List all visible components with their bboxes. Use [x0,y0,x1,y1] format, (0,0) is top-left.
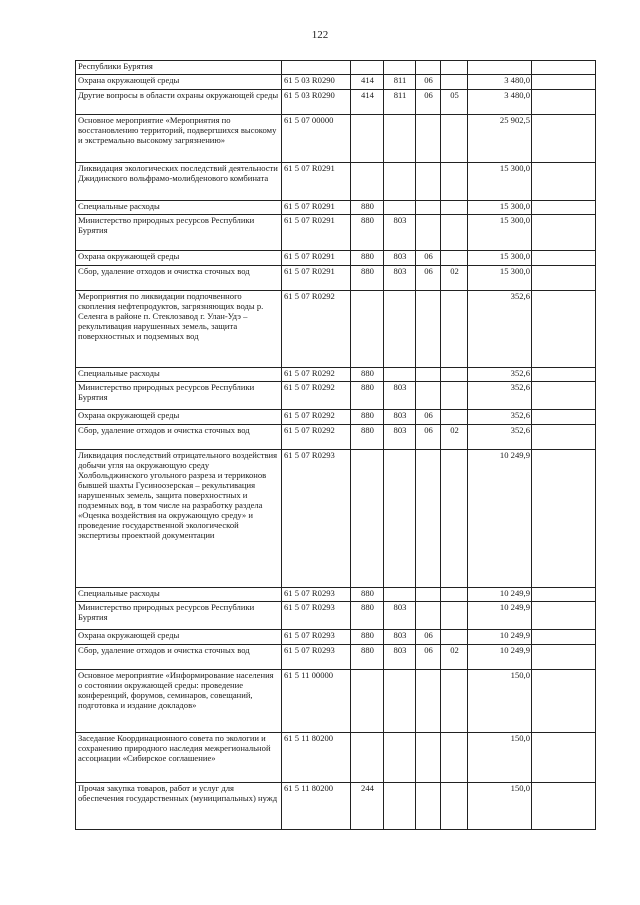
row-name-cell: Сбор, удаление отходов и очистка сточных вод [76,425,282,450]
subsection-code-cell [441,733,468,783]
blank-cell [532,201,596,215]
section-code-cell [416,450,441,588]
section-code-cell [416,215,441,251]
section-code-cell: 06 [416,75,441,90]
table-row [76,382,596,410]
expense-type-cell: 880 [351,368,384,382]
administrator-code-cell: 803 [384,382,416,410]
blank-cell [532,115,596,163]
blank-cell [532,382,596,410]
target-article-code-cell [282,61,351,75]
row-name-cell: Основное мероприятие «Информирование населения о состоянии окружающей среды: проведение конференций, форумов, семинаров, совещаний, подготовка и издание докладов» [76,670,282,733]
row-name-cell: Прочая закупка товаров, работ и услуг для обеспечения государственных (муниципальных) нужд [76,783,282,830]
table-row [76,291,596,368]
expense-type-cell: 880 [351,215,384,251]
target-article-code-cell: 61 5 07 R0291 [282,266,351,291]
row-name-cell: Сбор, удаление отходов и очистка сточных вод [76,645,282,670]
expense-type-cell: 880 [351,266,384,291]
blank-cell [532,266,596,291]
administrator-code-cell [384,450,416,588]
target-article-code-cell: 61 5 03 R0290 [282,90,351,115]
blank-cell [532,630,596,645]
amount-cell: 3 480,0 [468,75,532,90]
row-name-cell: Охрана окружающей среды [76,630,282,645]
table-row [76,630,596,645]
administrator-code-cell: 803 [384,645,416,670]
expense-type-cell [351,670,384,733]
amount-cell: 10 249,9 [468,602,532,630]
table-row [76,201,596,215]
target-article-code-cell: 61 5 07 R0291 [282,201,351,215]
row-name-cell: Министерство природных ресурсов Республики Бурятия [76,382,282,410]
target-article-code-cell: 61 5 07 R0291 [282,163,351,201]
expense-type-cell [351,163,384,201]
administrator-code-cell: 803 [384,410,416,425]
section-code-cell [416,291,441,368]
blank-cell [532,733,596,783]
amount-cell: 25 902,5 [468,115,532,163]
subsection-code-cell [441,201,468,215]
target-article-code-cell: 61 5 07 R0292 [282,410,351,425]
table-row [76,163,596,201]
expense-type-cell [351,291,384,368]
expense-type-cell [351,450,384,588]
blank-cell [532,588,596,602]
section-code-cell: 06 [416,630,441,645]
table-row [76,368,596,382]
table-row [76,61,596,75]
blank-cell [532,425,596,450]
blank-cell [532,61,596,75]
target-article-code-cell: 61 5 07 R0292 [282,425,351,450]
amount-cell: 10 249,9 [468,645,532,670]
blank-cell [532,291,596,368]
table-row [76,670,596,733]
amount-cell: 352,6 [468,291,532,368]
section-code-cell [416,368,441,382]
section-code-cell [416,201,441,215]
subsection-code-cell [441,75,468,90]
amount-cell: 352,6 [468,382,532,410]
administrator-code-cell: 811 [384,75,416,90]
subsection-code-cell [441,368,468,382]
row-name-cell: Специальные расходы [76,588,282,602]
administrator-code-cell [384,291,416,368]
expense-type-cell [351,61,384,75]
subsection-code-cell [441,602,468,630]
subsection-code-cell [441,382,468,410]
row-name-cell: Министерство природных ресурсов Республики Бурятия [76,215,282,251]
administrator-code-cell [384,783,416,830]
section-code-cell [416,382,441,410]
administrator-code-cell: 803 [384,425,416,450]
expense-type-cell: 880 [351,201,384,215]
expense-type-cell: 880 [351,630,384,645]
budget-table [75,60,596,830]
blank-cell [532,645,596,670]
table-row [76,783,596,830]
amount-cell: 15 300,0 [468,266,532,291]
expense-type-cell: 880 [351,588,384,602]
subsection-code-cell [441,670,468,733]
administrator-code-cell: 803 [384,630,416,645]
expense-type-cell: 880 [351,410,384,425]
subsection-code-cell: 05 [441,90,468,115]
row-name-cell: Основное мероприятие «Мероприятия по восстановлению территорий, подвергшихся высокому и экстремально высокому загрязнению» [76,115,282,163]
administrator-code-cell [384,368,416,382]
subsection-code-cell [441,61,468,75]
row-name-cell: Специальные расходы [76,368,282,382]
section-code-cell: 06 [416,90,441,115]
row-name-cell: Сбор, удаление отходов и очистка сточных вод [76,266,282,291]
subsection-code-cell [441,163,468,201]
page-number: 122 [311,29,329,41]
administrator-code-cell [384,115,416,163]
section-code-cell [416,602,441,630]
administrator-code-cell [384,733,416,783]
table-row [76,588,596,602]
expense-type-cell: 880 [351,251,384,266]
expense-type-cell: 414 [351,75,384,90]
section-code-cell [416,115,441,163]
table-row [76,645,596,670]
target-article-code-cell: 61 5 07 R0293 [282,588,351,602]
amount-cell: 352,6 [468,410,532,425]
target-article-code-cell: 61 5 07 R0291 [282,215,351,251]
expense-type-cell: 880 [351,425,384,450]
administrator-code-cell [384,201,416,215]
administrator-code-cell [384,670,416,733]
table-row [76,266,596,291]
row-name-cell: Заседание Координационного совета по экологии и сохранению природного наследия межрегиональной ассоциации «Сибирское соглашение» [76,733,282,783]
row-name-cell: Мероприятия по ликвидации подпочвенного скопления нефтепродуктов, загрязняющих воды р. Селенга в районе п. Стеклозавод г. Улан-Удэ – рекультивация нарушенных земель, защита поверхностных и подземных вод [76,291,282,368]
subsection-code-cell [441,783,468,830]
expense-type-cell [351,115,384,163]
row-name-cell: Ликвидация экологических последствий деятельности Джидинского вольфрамо-молибденового комбината [76,163,282,201]
administrator-code-cell [384,61,416,75]
table-row [76,115,596,163]
section-code-cell: 06 [416,266,441,291]
amount-cell: 150,0 [468,783,532,830]
section-code-cell [416,61,441,75]
target-article-code-cell: 61 5 07 R0293 [282,630,351,645]
blank-cell [532,783,596,830]
table-row [76,425,596,450]
blank-cell [532,602,596,630]
target-article-code-cell: 61 5 11 80200 [282,783,351,830]
table-row [76,90,596,115]
blank-cell [532,163,596,201]
expense-type-cell [351,733,384,783]
table-row [76,602,596,630]
amount-cell: 15 300,0 [468,215,532,251]
amount-cell: 150,0 [468,733,532,783]
row-name-cell: Охрана окружающей среды [76,251,282,266]
section-code-cell [416,163,441,201]
amount-cell: 3 480,0 [468,90,532,115]
expense-type-cell: 880 [351,602,384,630]
target-article-code-cell: 61 5 07 R0293 [282,602,351,630]
administrator-code-cell: 803 [384,251,416,266]
target-article-code-cell: 61 5 07 00000 [282,115,351,163]
subsection-code-cell: 02 [441,645,468,670]
amount-cell: 352,6 [468,368,532,382]
amount-cell: 15 300,0 [468,163,532,201]
section-code-cell: 06 [416,251,441,266]
section-code-cell [416,588,441,602]
administrator-code-cell: 803 [384,602,416,630]
amount-cell: 15 300,0 [468,201,532,215]
subsection-code-cell: 02 [441,266,468,291]
target-article-code-cell: 61 5 07 R0293 [282,645,351,670]
amount-cell: 10 249,9 [468,630,532,645]
section-code-cell [416,670,441,733]
table-row [76,75,596,90]
amount-cell: 10 249,9 [468,588,532,602]
row-name-cell: Республики Бурятия [76,61,282,75]
expense-type-cell: 880 [351,645,384,670]
target-article-code-cell: 61 5 07 R0291 [282,251,351,266]
table-row [76,733,596,783]
row-name-cell: Охрана окружающей среды [76,75,282,90]
blank-cell [532,368,596,382]
amount-cell: 10 249,9 [468,450,532,588]
blank-cell [532,450,596,588]
target-article-code-cell: 61 5 11 00000 [282,670,351,733]
section-code-cell: 06 [416,410,441,425]
blank-cell [532,410,596,425]
section-code-cell: 06 [416,645,441,670]
amount-cell: 352,6 [468,425,532,450]
expense-type-cell: 244 [351,783,384,830]
table-row [76,215,596,251]
target-article-code-cell: 61 5 07 R0292 [282,368,351,382]
blank-cell [532,75,596,90]
administrator-code-cell [384,163,416,201]
section-code-cell [416,733,441,783]
subsection-code-cell [441,450,468,588]
row-name-cell: Ликвидация последствий отрицательного воздействия добычи угля на окружающую среду Холбольджинского угольного разреза и терриконов бывшей шахты Гусиноозерская – рекультивация нарушенных земель, защита поверхностных и подземных вод, в том числе на разработку раздела «Оценка воздействия на окружающую среду» и проведение государственной экологической экспертизы проектной документации [76,450,282,588]
table-row [76,410,596,425]
subsection-code-cell [441,588,468,602]
expense-type-cell: 880 [351,382,384,410]
administrator-code-cell: 811 [384,90,416,115]
subsection-code-cell [441,251,468,266]
row-name-cell: Охрана окружающей среды [76,410,282,425]
row-name-cell: Министерство природных ресурсов Республики Бурятия [76,602,282,630]
target-article-code-cell: 61 5 07 R0292 [282,291,351,368]
target-article-code-cell: 61 5 03 R0290 [282,75,351,90]
target-article-code-cell: 61 5 07 R0293 [282,450,351,588]
amount-cell [468,61,532,75]
table-body [76,61,596,830]
subsection-code-cell [441,410,468,425]
blank-cell [532,90,596,115]
amount-cell: 150,0 [468,670,532,733]
table-row [76,251,596,266]
row-name-cell: Другие вопросы в области охраны окружающей среды [76,90,282,115]
section-code-cell [416,783,441,830]
blank-cell [532,251,596,266]
subsection-code-cell [441,115,468,163]
subsection-code-cell [441,291,468,368]
target-article-code-cell: 61 5 07 R0292 [282,382,351,410]
administrator-code-cell: 803 [384,266,416,291]
section-code-cell: 06 [416,425,441,450]
administrator-code-cell [384,588,416,602]
target-article-code-cell: 61 5 11 80200 [282,733,351,783]
blank-cell [532,215,596,251]
amount-cell: 15 300,0 [468,251,532,266]
blank-cell [532,670,596,733]
subsection-code-cell [441,215,468,251]
row-name-cell: Специальные расходы [76,201,282,215]
expense-type-cell: 414 [351,90,384,115]
subsection-code-cell: 02 [441,425,468,450]
subsection-code-cell [441,630,468,645]
administrator-code-cell: 803 [384,215,416,251]
table-row [76,450,596,588]
